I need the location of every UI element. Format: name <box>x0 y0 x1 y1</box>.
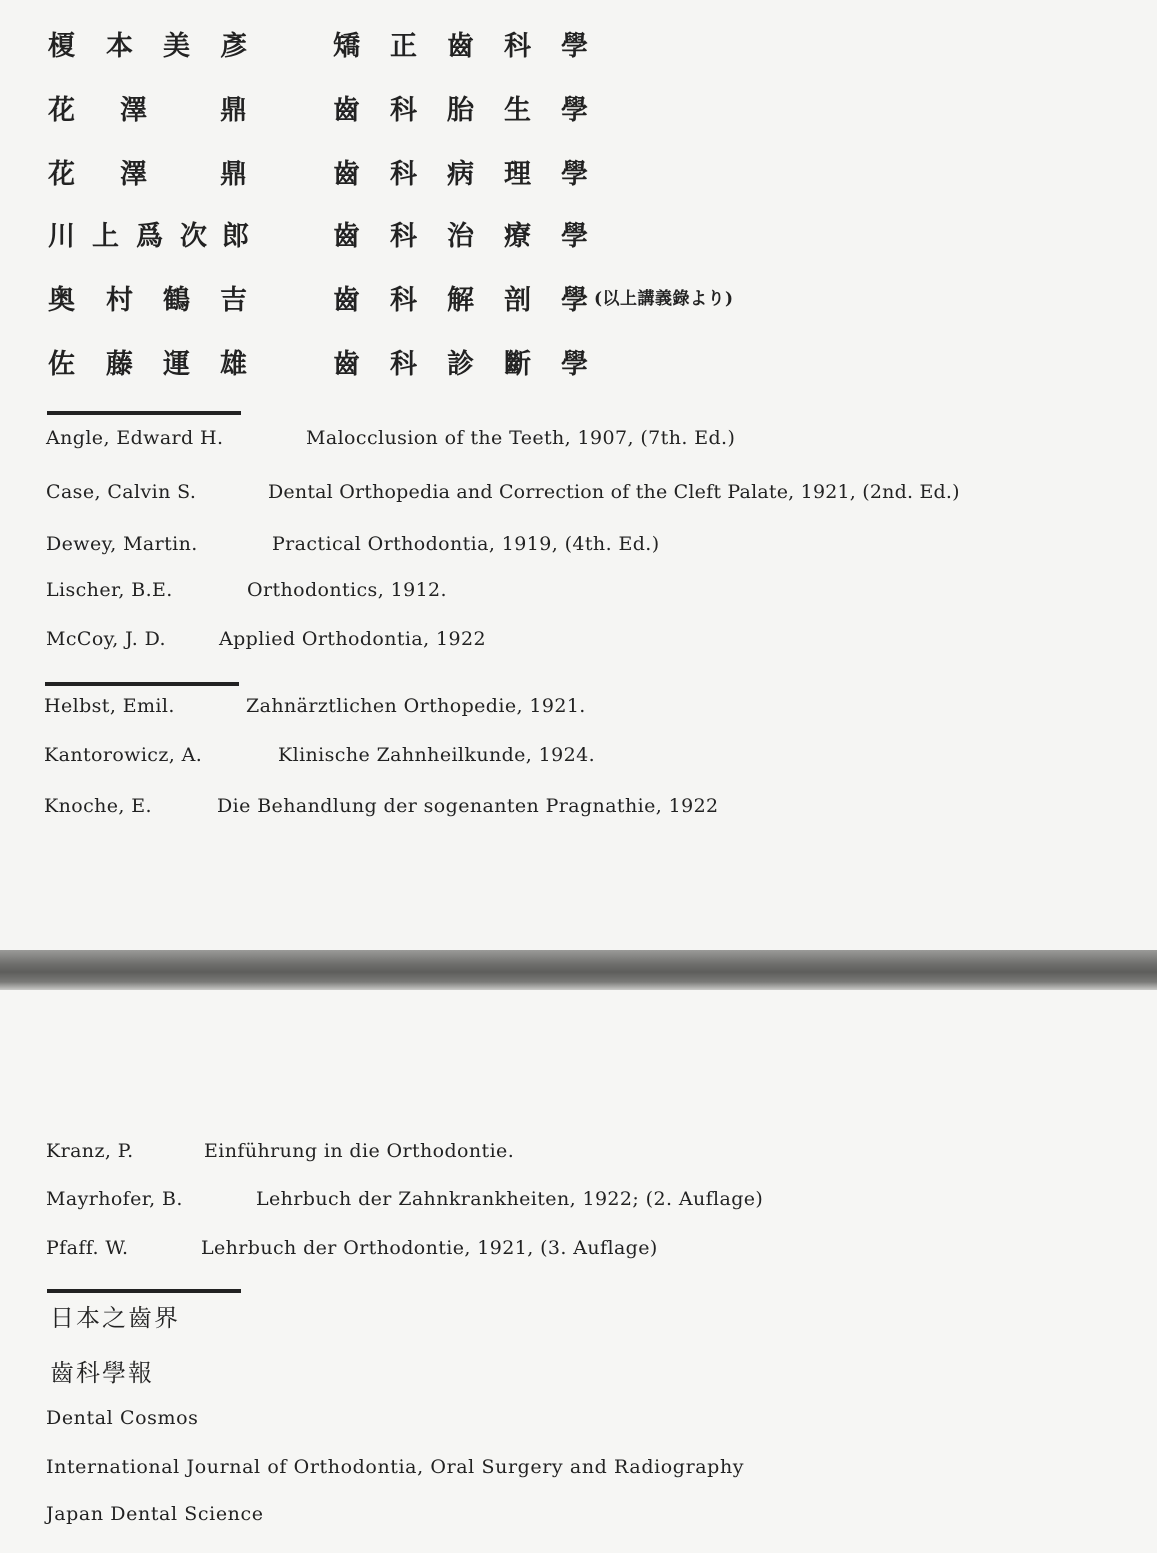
reference-title: Zahnärztlichen Orthopedie, 1921. <box>246 695 586 717</box>
author-char: 次 <box>180 221 207 252</box>
subject-char: 齒 <box>333 159 360 190</box>
subject-char: 學 <box>561 95 588 126</box>
reference-title: Lehrbuch der Orthodontie, 1921, (3. Auflage) <box>201 1237 658 1259</box>
reference-entry <box>0 695 1157 721</box>
section-divider <box>47 411 241 415</box>
jp-entry <box>0 278 1157 318</box>
reference-author: Pfaff. W. <box>46 1237 129 1259</box>
author-char: 上 <box>92 221 119 252</box>
reference-entry <box>0 481 1157 507</box>
reference-title: Practical Orthodontia, 1919, (4th. Ed.) <box>272 533 660 555</box>
jp-entry <box>0 24 1157 64</box>
jp-entry <box>0 214 1157 254</box>
reference-title: Malocclusion of the Teeth, 1907, (7th. Ed.) <box>306 427 736 449</box>
author-char: 運 <box>163 349 190 380</box>
author-char: 彥 <box>220 31 247 62</box>
subject-char: 生 <box>504 95 531 126</box>
subject-char: 療 <box>504 221 531 252</box>
subject-char: 正 <box>390 31 417 62</box>
subject-char: 胎 <box>447 95 474 126</box>
subject-char: 解 <box>447 285 474 316</box>
subject-char: 科 <box>390 221 417 252</box>
subject-char: 學 <box>561 221 588 252</box>
subject-char: 學 <box>561 349 588 380</box>
reference-entry <box>0 1188 1157 1214</box>
subject-char: 科 <box>390 95 417 126</box>
subject-char: 科 <box>504 31 531 62</box>
subject-char: 診 <box>447 349 474 380</box>
subject-char: 病 <box>447 159 474 190</box>
subject-char: 科 <box>390 285 417 316</box>
author-char: 奥 <box>48 285 75 316</box>
reference-entry <box>0 1237 1157 1263</box>
reference-entry <box>0 1140 1157 1166</box>
reference-entry <box>0 628 1157 654</box>
subject-char: 學 <box>561 285 588 316</box>
subject-char: 學 <box>561 31 588 62</box>
reference-author: McCoy, J. D. <box>46 628 166 650</box>
source-note: (以上講義錄より) <box>594 289 734 309</box>
subject-char: 斷 <box>504 349 531 380</box>
reference-author: Angle, Edward H. <box>46 427 224 449</box>
subject-char: 齒 <box>333 95 360 126</box>
reference-title: Einführung in die Orthodontie. <box>204 1140 515 1162</box>
section-divider <box>45 682 239 686</box>
author-char: 川 <box>48 221 75 252</box>
author-char: 澤 <box>120 159 147 190</box>
subject-char: 學 <box>561 159 588 190</box>
author-char: 吉 <box>220 285 247 316</box>
author-char: 佐 <box>48 349 75 380</box>
author-char: 鶴 <box>163 285 190 316</box>
subject-char: 科 <box>390 349 417 380</box>
reference-title: Die Behandlung der sogenanten Pragnathie, 1922 <box>217 795 719 817</box>
subject-char: 齒 <box>333 285 360 316</box>
subject-char: 矯 <box>333 31 360 62</box>
journal-title: 日本之齒界 <box>50 1304 180 1332</box>
author-char: 花 <box>48 159 75 190</box>
author-char: 郎 <box>222 221 249 252</box>
author-char: 澤 <box>120 95 147 126</box>
reference-author: Dewey, Martin. <box>46 533 198 555</box>
reference-author: Case, Calvin S. <box>46 481 197 503</box>
reference-entry <box>0 795 1157 821</box>
author-char: 美 <box>163 31 190 62</box>
reference-author: Helbst, Emil. <box>44 695 175 717</box>
reference-title: Lehrbuch der Zahnkrankheiten, 1922; (2. Auflage) <box>256 1188 764 1210</box>
reference-title: Dental Orthopedia and Correction of the Cleft Palate, 1921, (2nd. Ed.) <box>268 481 960 503</box>
reference-author: Lischer, B.E. <box>46 579 173 601</box>
author-char: 鼎 <box>220 95 247 126</box>
reference-author: Mayrhofer, B. <box>46 1188 183 1210</box>
reference-entry <box>0 533 1157 559</box>
reference-author: Kranz, P. <box>46 1140 134 1162</box>
reference-author: Knoche, E. <box>44 795 152 817</box>
subject-char: 科 <box>390 159 417 190</box>
jp-entry <box>0 88 1157 128</box>
section-divider <box>47 1289 241 1293</box>
author-char: 藤 <box>106 349 133 380</box>
reference-author: Kantorowicz, A. <box>44 744 203 766</box>
subject-char: 齒 <box>333 221 360 252</box>
author-char: 雄 <box>220 349 247 380</box>
journal-title: Japan Dental Science <box>46 1503 264 1525</box>
subject-char: 剖 <box>504 285 531 316</box>
author-char: 本 <box>106 31 133 62</box>
reference-entry <box>0 579 1157 605</box>
reference-title: Applied Orthodontia, 1922 <box>219 628 486 650</box>
author-char: 花 <box>48 95 75 126</box>
subject-char: 理 <box>504 159 531 190</box>
jp-entry <box>0 152 1157 192</box>
journal-title: 齒科學報 <box>50 1359 154 1387</box>
author-char: 村 <box>106 285 133 316</box>
reference-title: Orthodontics, 1912. <box>247 579 447 601</box>
journal-title: Dental Cosmos <box>46 1407 199 1429</box>
author-char: 榎 <box>48 31 75 62</box>
jp-entry <box>0 342 1157 382</box>
reference-title: Klinische Zahnheilkunde, 1924. <box>278 744 596 766</box>
subject-char: 齒 <box>447 31 474 62</box>
reference-entry <box>0 427 1157 453</box>
author-char: 爲 <box>136 221 163 252</box>
reference-entry <box>0 744 1157 770</box>
subject-char: 齒 <box>333 349 360 380</box>
author-char: 鼎 <box>220 159 247 190</box>
subject-char: 治 <box>447 221 474 252</box>
journal-title: International Journal of Orthodontia, Oral Surgery and Radiography <box>46 1456 745 1478</box>
page-seam <box>0 950 1157 990</box>
